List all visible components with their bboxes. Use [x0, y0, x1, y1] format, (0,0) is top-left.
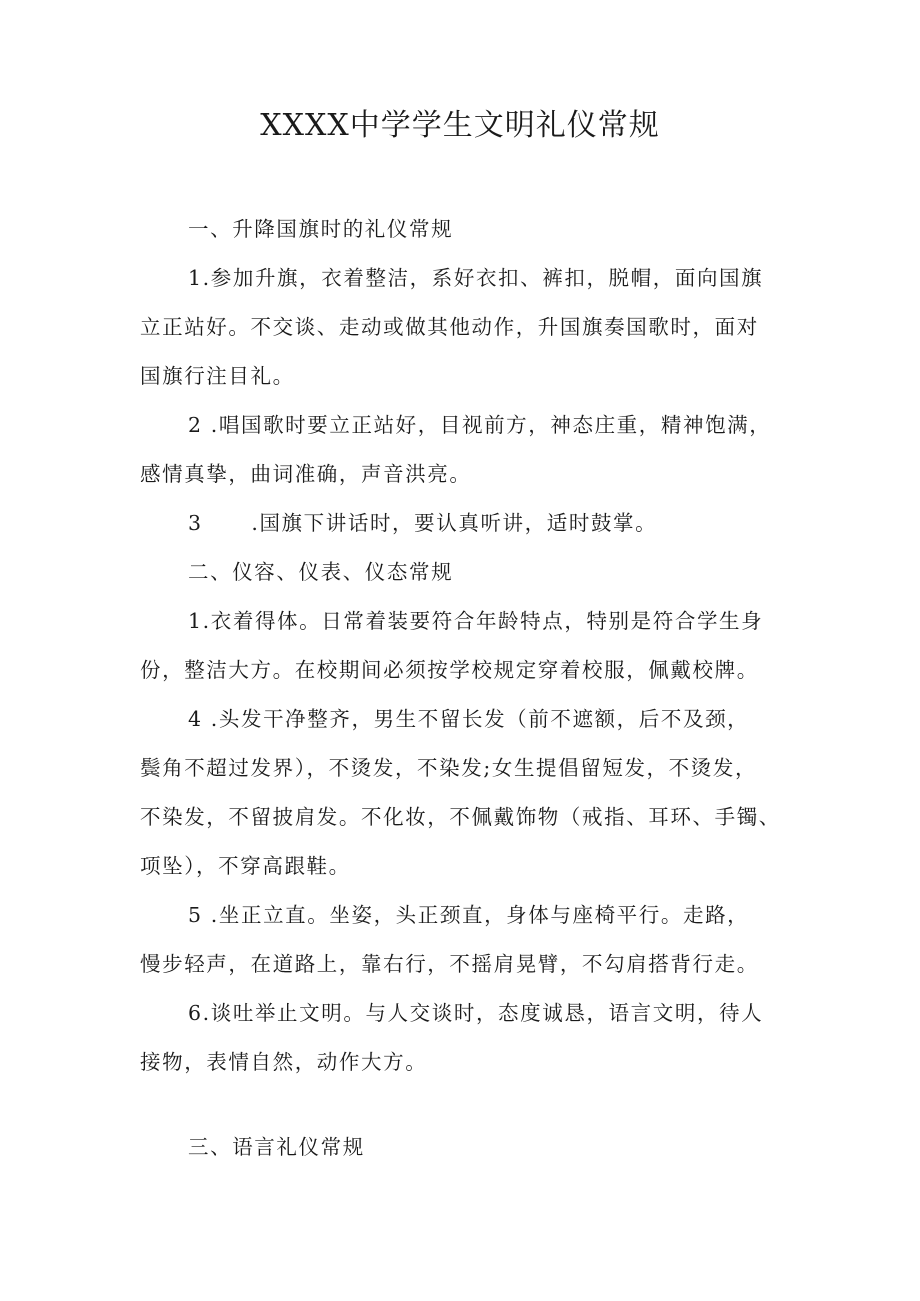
- paragraph-line: 6.谈吐举止文明。与人交谈时，态度诚恳，语言文明，待人: [188, 1001, 764, 1025]
- paragraph-line: 1.衣着得体。日常着装要符合年龄特点，特别是符合学生身: [188, 609, 764, 633]
- paragraph-line: 不染发，不留披肩发。不化妆，不佩戴饰物（戒指、耳环、手镯、: [140, 805, 781, 829]
- paragraph-line: 鬓角不超过发界），不烫发，不染发;女生提倡留短发，不烫发，: [140, 756, 758, 780]
- page-title: XXXX中学学生文明礼仪常规: [260, 108, 660, 143]
- section-heading-2: 二、仪容、仪表、仪态常规: [188, 560, 454, 584]
- paragraph-line: 2 .唱国歌时要立正站好，目视前方，神态庄重，精神饱满，: [188, 413, 772, 437]
- section-heading-3: 三、语言礼仪常规: [188, 1135, 365, 1159]
- paragraph-line: 接物，表情自然，动作大方。: [140, 1050, 428, 1074]
- paragraph-line: 国旗行注目礼。: [140, 364, 295, 388]
- paragraph-line: 项坠），不穿高跟鞋。: [140, 854, 351, 878]
- paragraph-line: 5 .坐正立直。坐姿，头正颈直，身体与座椅平行。走路，: [188, 903, 750, 927]
- paragraph-line: 3 .国旗下讲话时，要认真听讲，适时鼓掌。: [188, 511, 658, 535]
- paragraph-line: 立正站好。不交谈、走动或做其他动作，升国旗奏国歌时，面对: [140, 315, 759, 339]
- paragraph-line: 慢步轻声，在道路上，靠右行，不摇肩晃臂，不勾肩搭背行走。: [140, 952, 759, 976]
- section-heading-1: 一、升降国旗时的礼仪常规: [188, 217, 454, 241]
- paragraph-line: 份，整洁大方。在校期间必须按学校规定穿着校服，佩戴校牌。: [140, 658, 759, 682]
- paragraph-line: 4 .头发干净整齐，男生不留长发（前不遮额，后不及颈，: [188, 707, 750, 731]
- paragraph-line: 感情真挚，曲词准确，声音洪亮。: [140, 462, 472, 486]
- paragraph-line: 1.参加升旗，衣着整洁，系好衣扣、裤扣，脱帽，面向国旗: [188, 266, 764, 290]
